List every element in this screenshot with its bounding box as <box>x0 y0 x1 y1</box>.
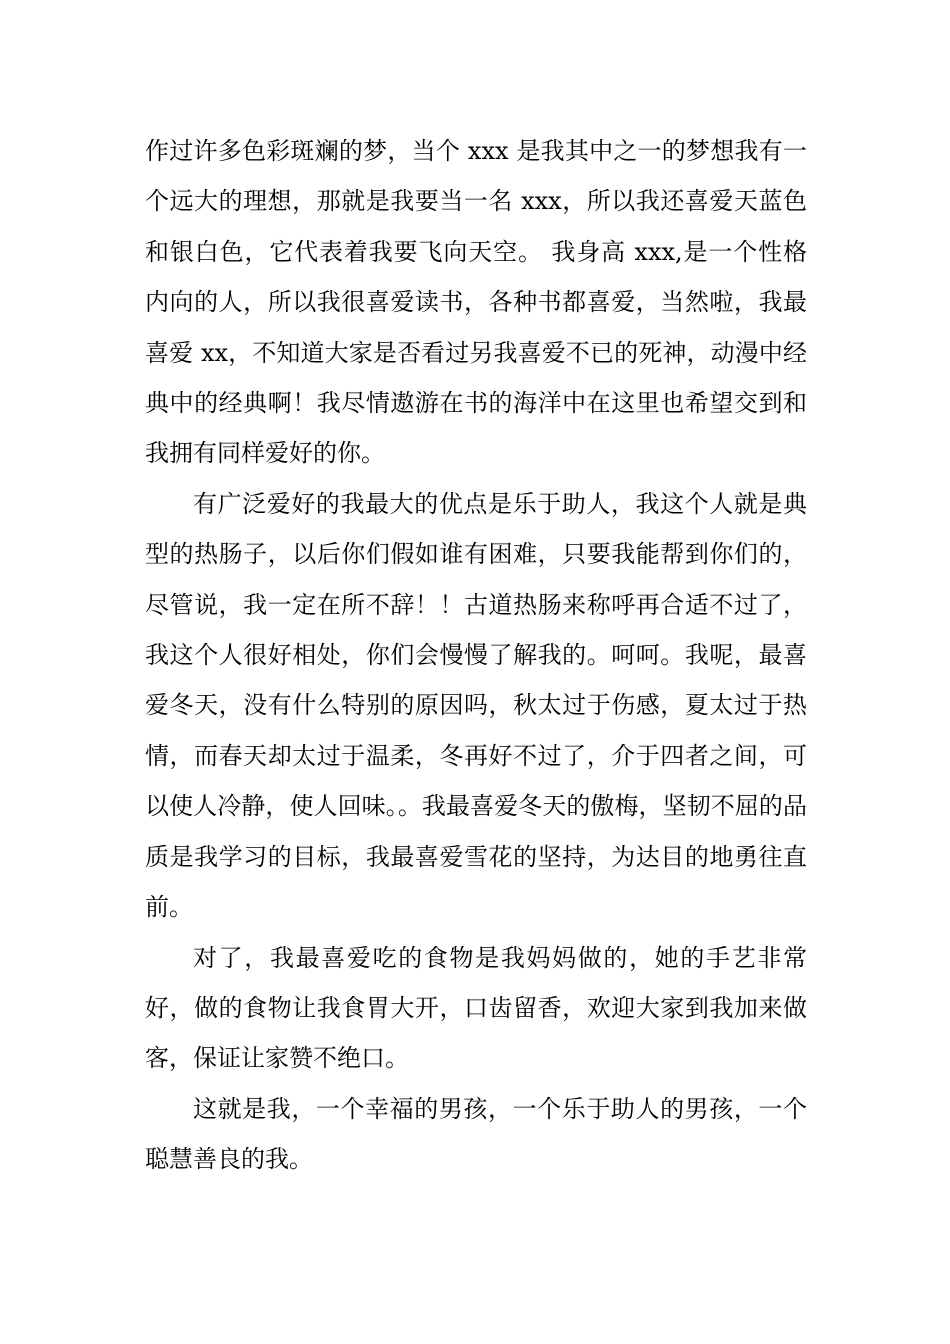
document-body <box>145 126 807 1185</box>
paragraph-helpful: 有广泛爱好的我最大的优点是乐于助人，我这个人就是典型的热肠子，以后你们假如谁有困难，只要我能帮到你们的，尽管说，我一定在所不辞！！古道热肠来称呼再合适不过了，我这个人很好相处，你们会慢慢了解我的。呵呵。我呢，最喜爱冬天，没有什么特别的原因吗，秋太过于伤感，夏太过于热情，而春天却太过于温柔，冬再好不过了，介于四者之间，可以使人冷静，使人回味。。我最喜爱冬天的傲梅，坚韧不屈的品质是我学习的目标，我最喜爱雪花的坚持，为达目的地勇往直前。 <box>145 489 807 922</box>
paragraph-conclusion: 这就是我，一个幸福的男孩，一个乐于助人的男孩，一个聪慧善良的我。 <box>145 1094 807 1174</box>
paragraph-dreams: 作过许多色彩斑斓的梦，当个 xxx 是我其中之一的梦想我有一个远大的理想，那就是我要当一名 xxx，所以我还喜爱天蓝色和银白色，它代表着我要飞向天空。 我身高 xxx,是一个性格内向的人，所以我很喜爱读书，各种书都喜爱，当然啦，我最喜爱 xx，不知道大家是否看过另我喜爱不已的死神，动漫中经典中的经典啊！我尽情遨游在书的海洋中在这里也希望交到和我拥有同样爱好的你。 <box>145 137 807 468</box>
paragraph-food: 对了，我最喜爱吃的食物是我妈妈做的，她的手艺非常好，做的食物让我食胃大开，口齿留香，欢迎大家到我加来做客，保证让家赞不绝口。 <box>145 943 807 1073</box>
